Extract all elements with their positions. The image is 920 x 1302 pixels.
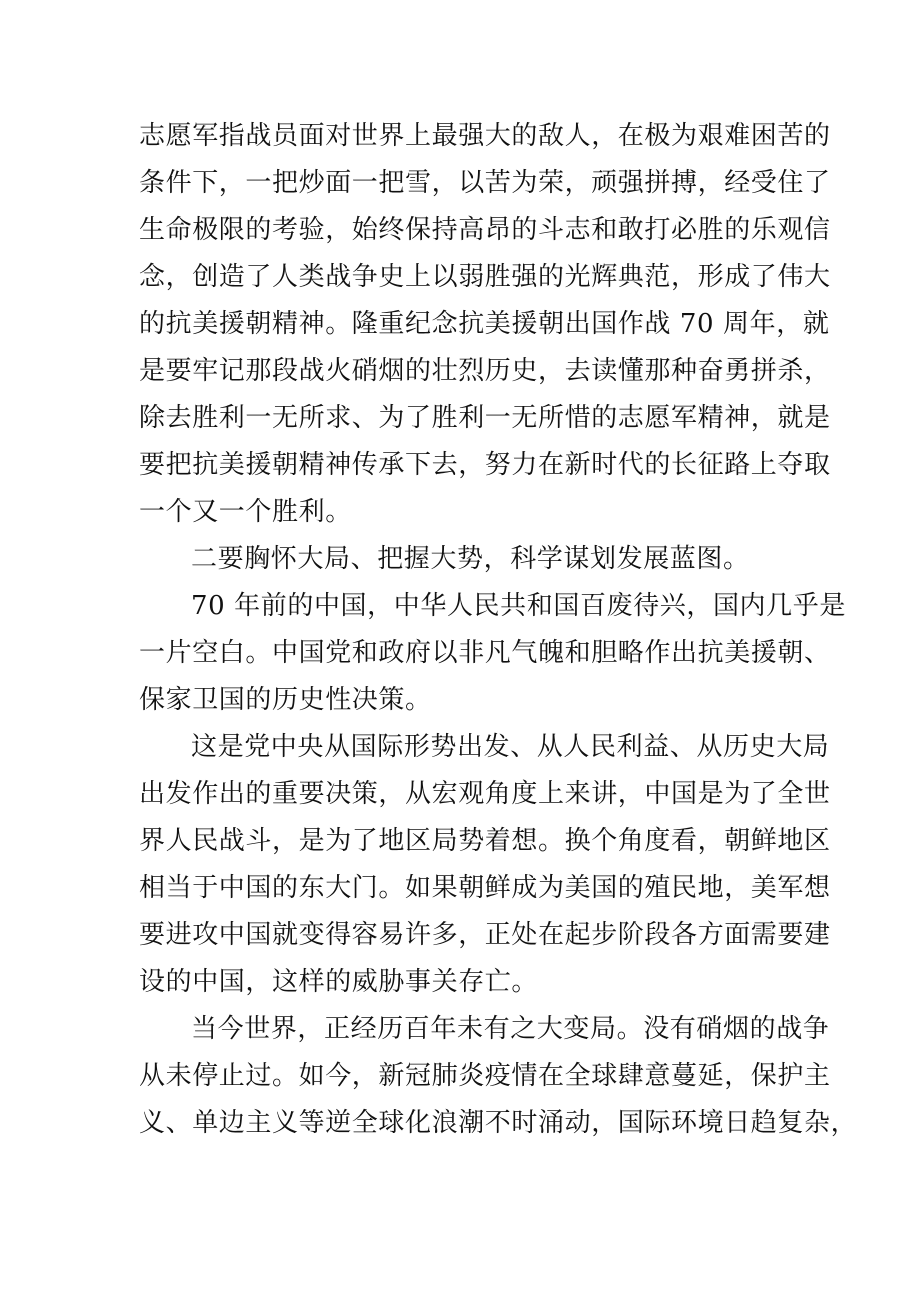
text-line: 保家卫国的历史性决策。 bbox=[139, 685, 432, 715]
text-line: 义、单边主义等逆全球化浪潮不时涌动，国际环境日趋复杂， bbox=[139, 1108, 858, 1138]
document-body bbox=[139, 113, 858, 1147]
text-line: 界人民战斗，是为了地区局势着想。换个角度看，朝鲜地区 bbox=[139, 826, 831, 856]
text-line: 当今世界，正经历百年未有之大变局。没有硝烟的战争 bbox=[191, 1014, 830, 1044]
paragraph bbox=[139, 113, 831, 536]
text-line: 志愿军指战员面对世界上最强大的敌人，在极为艰难困苦的 bbox=[139, 121, 831, 151]
text-line: 要把抗美援朝精神传承下去，努力在新时代的长征路上夺取 bbox=[139, 450, 831, 480]
text-line: 一片空白。中国党和政府以非凡气魄和胆略作出抗美援朝、 bbox=[139, 638, 831, 668]
paragraph bbox=[139, 1006, 858, 1147]
text-line: 生命极限的考验，始终保持高昂的斗志和敢打必胜的乐观信 bbox=[139, 215, 831, 245]
text-line: 70 年前的中国，中华人民共和国百废待兴，国内几乎是 bbox=[191, 591, 846, 621]
text-line: 出发作出的重要决策，从宏观角度上来讲，中国是为了全世 bbox=[139, 779, 831, 809]
text-line: 的抗美援朝精神。隆重纪念抗美援朝出国作战 70 周年，就 bbox=[139, 309, 830, 339]
text-line: 从未停止过。如今，新冠肺炎疫情在全球肆意蔓延，保护主 bbox=[139, 1061, 831, 1091]
text-line: 二要胸怀大局、把握大势，科学谋划发展蓝图。 bbox=[191, 544, 750, 574]
text-line: 设的中国，这样的威胁事关存亡。 bbox=[139, 967, 539, 997]
text-line: 条件下，一把炒面一把雪，以苦为荣，顽强拼搏，经受住了 bbox=[139, 168, 831, 198]
text-line: 一个又一个胜利。 bbox=[139, 497, 352, 527]
text-line: 是要牢记那段战火硝烟的壮烈历史，去读懂那种奋勇拼杀， bbox=[139, 356, 831, 386]
text-line: 这是党中央从国际形势出发、从人民利益、从历史大局 bbox=[191, 732, 830, 762]
text-line: 相当于中国的东大门。如果朝鲜成为美国的殖民地，美军想 bbox=[139, 873, 831, 903]
paragraph bbox=[139, 583, 846, 724]
text-line: 念，创造了人类战争史上以弱胜强的光辉典范，形成了伟大 bbox=[139, 262, 831, 292]
paragraph-heading bbox=[139, 536, 789, 583]
text-line: 要进攻中国就变得容易许多，正处在起步阶段各方面需要建 bbox=[139, 920, 831, 950]
paragraph bbox=[139, 724, 831, 1006]
text-line: 除去胜利一无所求、为了胜利一无所惜的志愿军精神，就是 bbox=[139, 403, 831, 433]
